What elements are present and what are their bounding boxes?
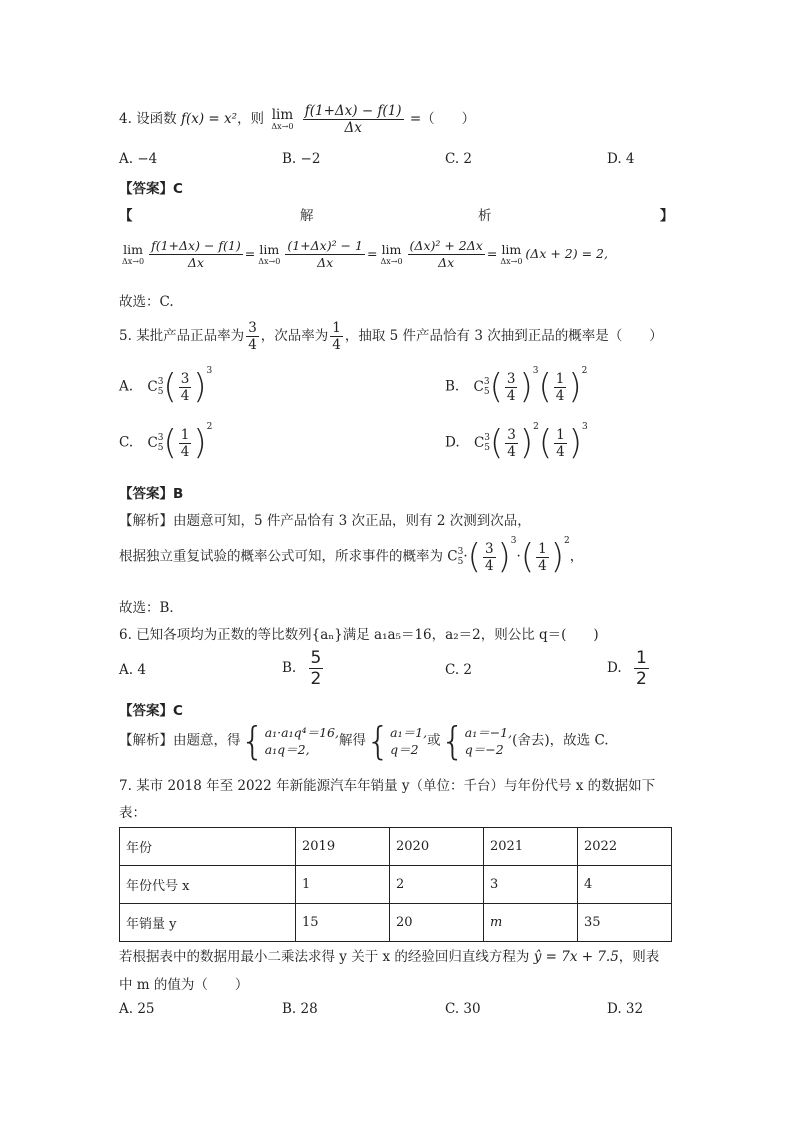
q7-stem-line2: 表： <box>119 805 146 821</box>
q4-option-a: A. −4 <box>119 151 158 167</box>
q4-number: 4. <box>119 111 132 127</box>
table-cell: 年份 <box>120 828 296 866</box>
q5-analysis-line1: 【解析】由题意可知，5 件产品恰有 3 次正品，则有 2 次测到次品， <box>119 513 531 529</box>
q4-stem-tail: =（ ） <box>409 111 476 127</box>
table-cell: 年销量 y <box>120 904 296 942</box>
table-cell: 2020 <box>390 828 484 866</box>
q4-stem <box>119 103 475 136</box>
q4-analysis-close: 】 <box>660 208 674 224</box>
q4-stem-text: 设函数 <box>136 111 177 127</box>
q4-analysis-open: 【 <box>119 208 133 224</box>
q5-stem: 5. 某批产品正品率为 $\frac{3}{4}$ ，次品率为 $\frac{1}{4}$ ，抽取 5 件产品恰有 3 次抽到正品的概率是（ ） <box>119 320 663 353</box>
table-cell: 2 <box>390 866 484 904</box>
q5-answer: 【答案】B <box>119 486 184 502</box>
q5-option-b: B. C 3 5 ( $\frac{3}{4}$ )$^3$( $\frac{1}{4}$ )$^2$ <box>445 366 588 407</box>
table-row <box>120 866 672 904</box>
q6-analysis: 【解析】由题意，得{ a₁·a₁q⁴＝16, a₁q＝2, 解得{ a₁＝1, q＝2 或{ a₁＝−1, q＝−2 (舍去)，故选 C. <box>119 719 609 763</box>
q5-option-d: D. C 3 5 ( $\frac{3}{4}$ )$^2$( $\frac{1}{4}$ )$^3$ <box>445 422 588 463</box>
q7-option-a: A. 25 <box>119 1001 155 1017</box>
q6-option-b: B. $\frac{5}{2}$ <box>282 648 322 689</box>
table-cell: 3 <box>484 866 578 904</box>
table-cell: 2019 <box>296 828 390 866</box>
q4-option-b: B. −2 <box>282 151 321 167</box>
q5-analysis-line2: 根据独立重复试验的概率公式可知，所求事件的概率为 C 3 5 ·( $\frac{3}{4}$ )$^3$·( $\frac{1}{4}$ )$^2$， <box>119 536 584 577</box>
table-cell: m <box>484 904 578 942</box>
q7-question-line1: 若根据表中的数据用最小二乘法求得 y 关于 x 的经验回归直线方程为 ŷ = 7x + 7.5，则表 <box>119 949 660 965</box>
q6-option-d: D. $\frac{1}{2}$ <box>607 648 647 689</box>
q6-answer: 【答案】C <box>119 703 183 719</box>
q7-option-d: D. 32 <box>607 1001 644 1017</box>
q5-option-a: A. C 3 5 ( $\frac{3}{4}$ )$^3$ <box>119 366 213 407</box>
q7-stem-line1: 7. 某市 2018 年至 2022 年新能源汽车年销量 y（单位：千台）与年份代号 x 的数据如下 <box>119 778 656 794</box>
q4-answer: 【答案】C <box>119 181 183 197</box>
q7-option-c: C. 30 <box>445 1001 481 1017</box>
q7-option-b: B. 28 <box>282 1001 318 1017</box>
table-cell: 35 <box>578 904 672 942</box>
table-cell: 2022 <box>578 828 672 866</box>
q5-conclusion: 故选：B． <box>119 600 183 616</box>
q7-question-line2: 中 m 的值为（ ） <box>119 977 249 993</box>
table-cell: 2021 <box>484 828 578 866</box>
q4-function: f(x) = x² <box>180 111 238 127</box>
q4-analysis-char1: 解 <box>300 208 314 224</box>
q6-stem: 6. 已知各项均为正数的等比数列{aₙ}满足 a₁a₅＝16，a₂＝2，则公比 q＝( ) <box>119 627 599 643</box>
table-cell: 年份代号 x <box>120 866 296 904</box>
table-row <box>120 828 672 866</box>
q4-stem-mid: ，则 <box>237 111 265 127</box>
table-cell: 1 <box>296 866 390 904</box>
table-cell: 4 <box>578 866 672 904</box>
q4-limit: lim Δx→0 <box>271 107 294 131</box>
q6-option-a: A. 4 <box>119 662 146 678</box>
q7-regression-equation: ŷ = 7x + 7.5 <box>533 949 619 965</box>
q4-solution-line: lim Δx→0 $\frac{f(1+\Delta x) - f(1)}{\Delta x}$ = lim Δx→0 $\frac{\text{(1+Δx)² − 1}}{\Delta x}$ = lim Δx→0 $\frac{\text{(Δx)² + 2Δx}}{\Delta x}$ = lim Δx→0 (Δx + 2) = 2, <box>122 238 608 270</box>
q4-option-d: D. 4 <box>607 151 635 167</box>
q4-conclusion: 故选：C. <box>119 294 174 310</box>
table-row <box>120 904 672 942</box>
q4-option-c: C. 2 <box>445 151 473 167</box>
table-cell: 20 <box>390 904 484 942</box>
q4-fraction: $\frac{f(1+\Delta x) - f(1)}{\Delta x}$ <box>304 103 402 136</box>
table-cell: 15 <box>296 904 390 942</box>
q5-option-c: C. C 3 5 ( $\frac{1}{4}$ )$^2$ <box>119 422 213 463</box>
q7-data-table <box>119 827 672 942</box>
q6-option-c: C. 2 <box>445 662 473 678</box>
q4-analysis-char2: 析 <box>478 208 492 224</box>
